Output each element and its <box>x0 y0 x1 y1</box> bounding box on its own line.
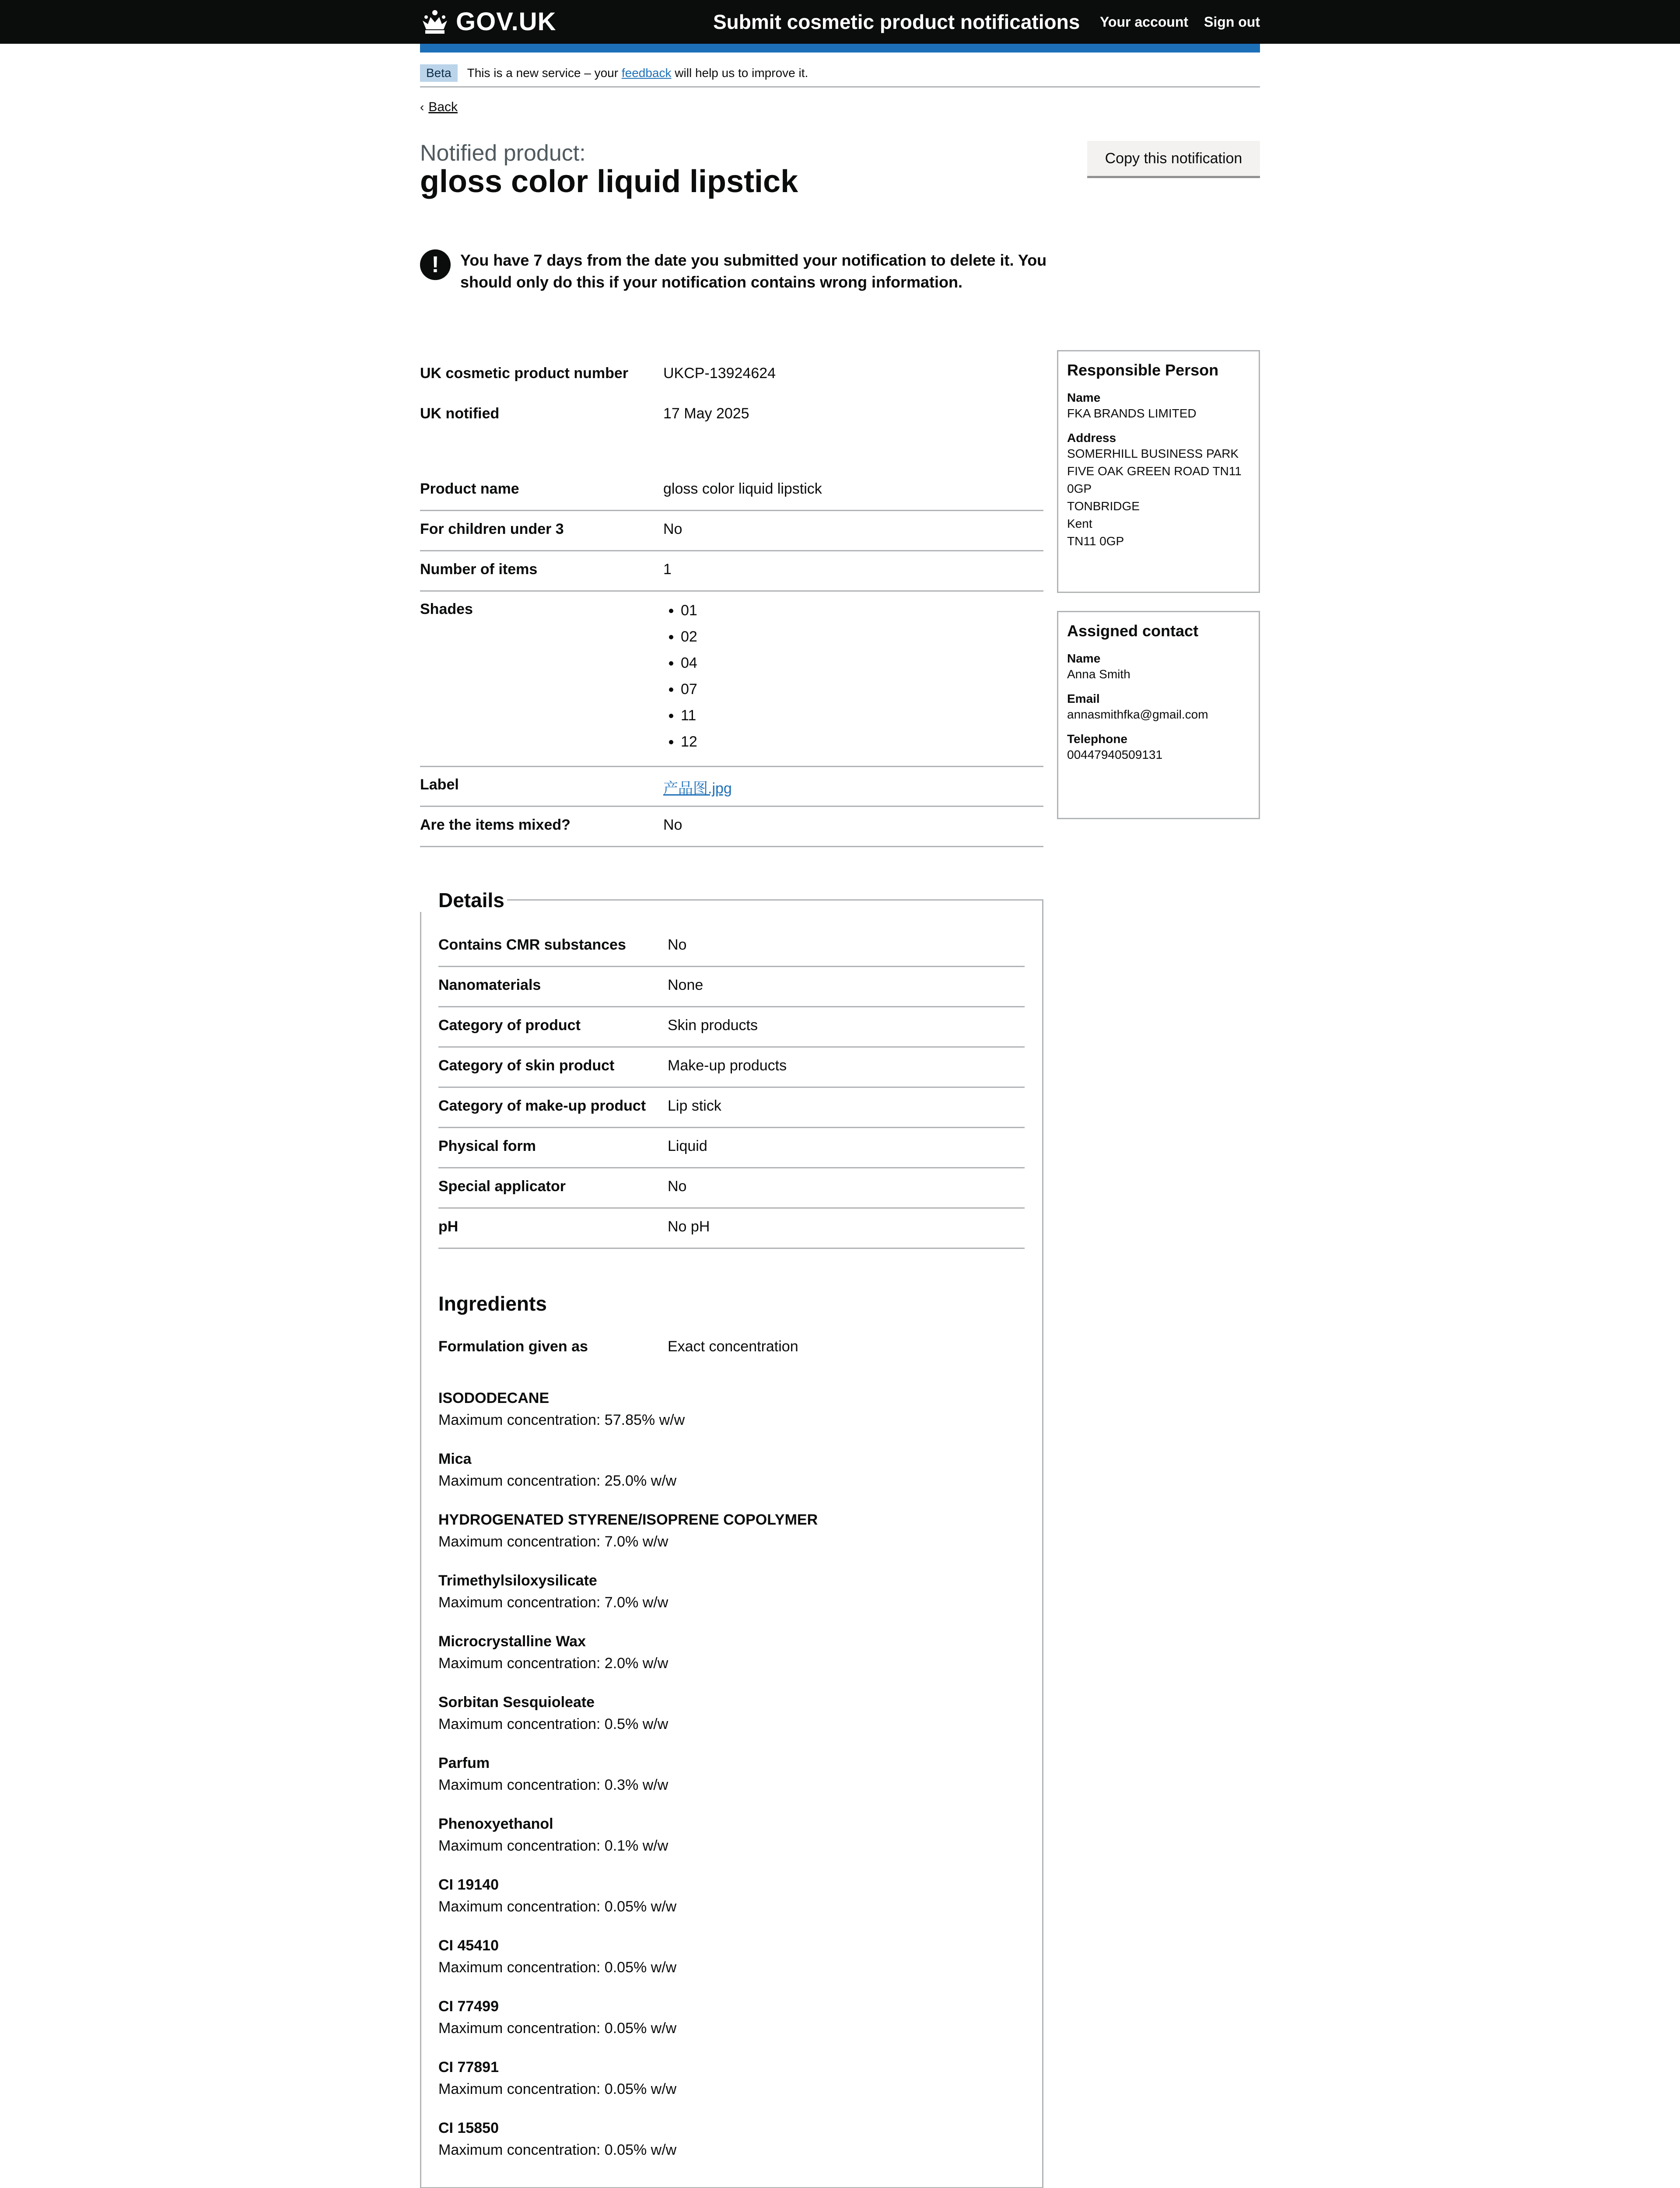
ingredient-concentration: Maximum concentration: 57.85% w/w <box>438 1412 685 1428</box>
ingredient-name: Microcrystalline Wax <box>438 1633 586 1650</box>
logo-text: GOV.UK <box>456 7 556 36</box>
responsible-person-title: Responsible Person <box>1067 361 1219 379</box>
children-under-3-value: No <box>663 521 682 537</box>
shade-item: • 11 <box>681 702 1043 729</box>
ingredient-concentration: Maximum concentration: 0.05% w/w <box>438 2081 677 2097</box>
ingredient-name: CI 77499 <box>438 1998 499 2015</box>
detail-label: Physical form <box>438 1138 536 1154</box>
ingredient-name: CI 19140 <box>438 1876 499 1893</box>
rp-address-line: FIVE OAK GREEN ROAD TN11 <box>1067 464 1242 478</box>
label-label: Label <box>420 776 459 793</box>
detail-row-nanomaterials <box>438 977 1025 1007</box>
shades-row <box>420 597 1043 767</box>
ingredient-concentration: Maximum concentration: 0.05% w/w <box>438 1898 677 1915</box>
ingredient-item <box>438 1691 1025 1735</box>
ingredient-concentration: Maximum concentration: 0.05% w/w <box>438 1959 677 1976</box>
product-number-value: UKCP-13924624 <box>663 365 776 382</box>
label-file-link[interactable]: 产品图.jpg <box>663 780 732 797</box>
formulation-row <box>438 1338 1025 1355</box>
detail-row-skin-category <box>438 1057 1025 1088</box>
ingredient-item <box>438 1995 1025 2039</box>
label-row <box>420 776 1043 807</box>
header-nav <box>1100 11 1260 33</box>
items-mixed-value: No <box>663 817 682 833</box>
product-name-value: gloss color liquid lipstick <box>663 480 822 497</box>
contact-name-value: Anna Smith <box>1067 667 1130 681</box>
back-link-label: Back <box>428 100 458 114</box>
detail-row-makeup-category <box>438 1098 1025 1128</box>
detail-label: Contains CMR substances <box>438 936 626 953</box>
number-of-items-label: Number of items <box>420 561 538 578</box>
ingredient-name: CI 15850 <box>438 2120 499 2136</box>
detail-label: Category of skin product <box>438 1057 615 1074</box>
detail-label: Category of product <box>438 1017 581 1034</box>
ingredient-concentration: Maximum concentration: 0.1% w/w <box>438 1837 668 1854</box>
crown-icon <box>420 7 450 35</box>
ingredient-item <box>438 1570 1025 1613</box>
chevron-left-icon: ‹ <box>420 100 424 114</box>
page-caption: Notified product: <box>420 140 586 166</box>
rp-address-label: Address <box>1067 431 1116 445</box>
govuk-logo[interactable] <box>420 6 556 37</box>
ingredient-concentration: Maximum concentration: 7.0% w/w <box>438 1533 668 1550</box>
detail-label: Category of make-up product <box>438 1098 646 1114</box>
contact-telephone-value: 00447940509131 <box>1067 748 1163 761</box>
rp-address-line: Kent <box>1067 517 1092 530</box>
ingredient-item <box>438 1813 1025 1857</box>
warning-icon: ! <box>420 249 451 280</box>
detail-value: Make-up products <box>668 1057 787 1074</box>
ingredient-name: HYDROGENATED STYRENE/ISOPRENE COPOLYMER <box>438 1511 818 1528</box>
detail-row-physical-form <box>438 1138 1025 1168</box>
rp-address-line: TN11 0GP <box>1067 534 1124 548</box>
children-under-3-label: For children under 3 <box>420 521 564 537</box>
detail-row-ph <box>438 1218 1025 1249</box>
shades-list <box>663 597 1043 755</box>
detail-value: Liquid <box>668 1138 707 1154</box>
rp-address-line: 0GP <box>1067 482 1092 495</box>
product-name-label: Product name <box>420 480 519 497</box>
your-account-link[interactable]: Your account <box>1099 14 1189 30</box>
ingredient-concentration: Maximum concentration: 0.05% w/w <box>438 2020 677 2037</box>
detail-row-category <box>438 1017 1025 1048</box>
detail-label: Nanomaterials <box>438 977 541 993</box>
ingredient-name: Parfum <box>438 1755 490 1771</box>
ingredient-item <box>438 1874 1025 1918</box>
beta-tag: Beta <box>420 64 458 82</box>
formulation-label: Formulation given as <box>438 1338 588 1355</box>
detail-row-special-applicator <box>438 1178 1025 1209</box>
assigned-contact-title: Assigned contact <box>1067 622 1199 640</box>
detail-row-cmr <box>438 936 1025 967</box>
phase-text-before: This is a new service – your <box>467 66 622 80</box>
phase-text-after: will help us to improve it. <box>671 66 808 80</box>
copy-notification-button[interactable]: Copy this notification <box>1087 141 1260 176</box>
warning-text <box>420 249 1054 293</box>
shade-item: • 02 <box>681 624 1043 650</box>
warning-message: You have 7 days from the date you submitted your notification to delete it. You should only do this if your notification contains wrong information. <box>460 251 1047 291</box>
detail-value: No <box>668 1178 687 1195</box>
shade-item: • 01 <box>681 597 1043 624</box>
shade-item: • 04 <box>681 650 1043 676</box>
shade-item: • 07 <box>681 676 1043 702</box>
product-number-label: UK cosmetic product number <box>420 365 629 382</box>
ingredient-name: Phenoxyethanol <box>438 1816 553 1832</box>
ingredient-name: CI 45410 <box>438 1937 499 1954</box>
detail-value: Lip stick <box>668 1098 721 1114</box>
contact-telephone-label: Telephone <box>1067 732 1127 746</box>
ingredient-concentration: Maximum concentration: 2.0% w/w <box>438 1655 668 1672</box>
ingredient-item <box>438 2117 1025 2161</box>
contact-email-label: Email <box>1067 692 1100 705</box>
phase-banner <box>420 60 1260 88</box>
details-legend: Details <box>420 888 507 912</box>
contact-email-value: annasmithfka@gmail.com <box>1067 708 1208 721</box>
ingredient-concentration: Maximum concentration: 0.05% w/w <box>438 2142 677 2158</box>
product-name-row <box>420 480 1043 511</box>
assigned-contact-card <box>1057 611 1260 819</box>
sign-out-link[interactable]: Sign out <box>1204 14 1260 30</box>
ingredient-name: Mica <box>438 1451 472 1467</box>
ingredient-item <box>438 1509 1025 1553</box>
product-number-row <box>420 365 1043 382</box>
ingredient-name: CI 77891 <box>438 2059 499 2076</box>
ingredient-concentration: Maximum concentration: 0.5% w/w <box>438 1716 668 1732</box>
ingredient-concentration: Maximum concentration: 0.3% w/w <box>438 1777 668 1793</box>
ingredient-item <box>438 1630 1025 1674</box>
ingredients-heading: Ingredients <box>438 1292 547 1315</box>
ingredient-item <box>438 1448 1025 1492</box>
detail-value: No pH <box>668 1218 710 1235</box>
rp-name-value: FKA BRANDS LIMITED <box>1067 407 1197 420</box>
rp-name-label: Name <box>1067 391 1101 404</box>
feedback-link[interactable]: feedback <box>621 66 672 80</box>
shade-item: • 12 <box>681 729 1043 755</box>
ingredient-item <box>438 1935 1025 1978</box>
site-header <box>0 0 1680 44</box>
items-mixed-label: Are the items mixed? <box>420 817 570 833</box>
number-of-items-value: 1 <box>663 561 672 578</box>
ingredient-name: Sorbitan Sesquioleate <box>438 1694 595 1711</box>
detail-value: Skin products <box>668 1017 758 1034</box>
service-name[interactable]: Submit cosmetic product notifications <box>713 11 1080 33</box>
detail-value: No <box>668 936 687 953</box>
shades-label: Shades <box>420 601 473 617</box>
detail-label: Special applicator <box>438 1178 566 1195</box>
items-mixed-row <box>420 817 1043 847</box>
responsible-person-card <box>1057 350 1260 593</box>
ingredient-item <box>438 2056 1025 2100</box>
rp-address-line: SOMERHILL BUSINESS PARK <box>1067 447 1239 460</box>
ingredient-name: ISODODECANE <box>438 1390 550 1406</box>
page-title: gloss color liquid lipstick <box>420 164 798 199</box>
formulation-value: Exact concentration <box>668 1338 798 1355</box>
phase-text <box>467 66 808 80</box>
uk-notified-value: 17 May 2025 <box>663 405 749 422</box>
ingredient-concentration: Maximum concentration: 25.0% w/w <box>438 1473 677 1489</box>
contact-name-label: Name <box>1067 652 1101 665</box>
back-link[interactable] <box>420 100 458 115</box>
ingredient-item <box>438 1752 1025 1796</box>
ingredient-concentration: Maximum concentration: 7.0% w/w <box>438 1594 668 1611</box>
header-blue-bar <box>420 44 1260 53</box>
detail-value: None <box>668 977 704 993</box>
rp-address-line: TONBRIDGE <box>1067 499 1140 513</box>
number-of-items-row <box>420 561 1043 592</box>
detail-label: pH <box>438 1218 458 1235</box>
children-under-3-row <box>420 521 1043 551</box>
uk-notified-row <box>420 405 1043 422</box>
ingredient-name: Trimethylsiloxysilicate <box>438 1572 597 1589</box>
uk-notified-label: UK notified <box>420 405 500 422</box>
ingredient-item <box>438 1387 1025 1431</box>
